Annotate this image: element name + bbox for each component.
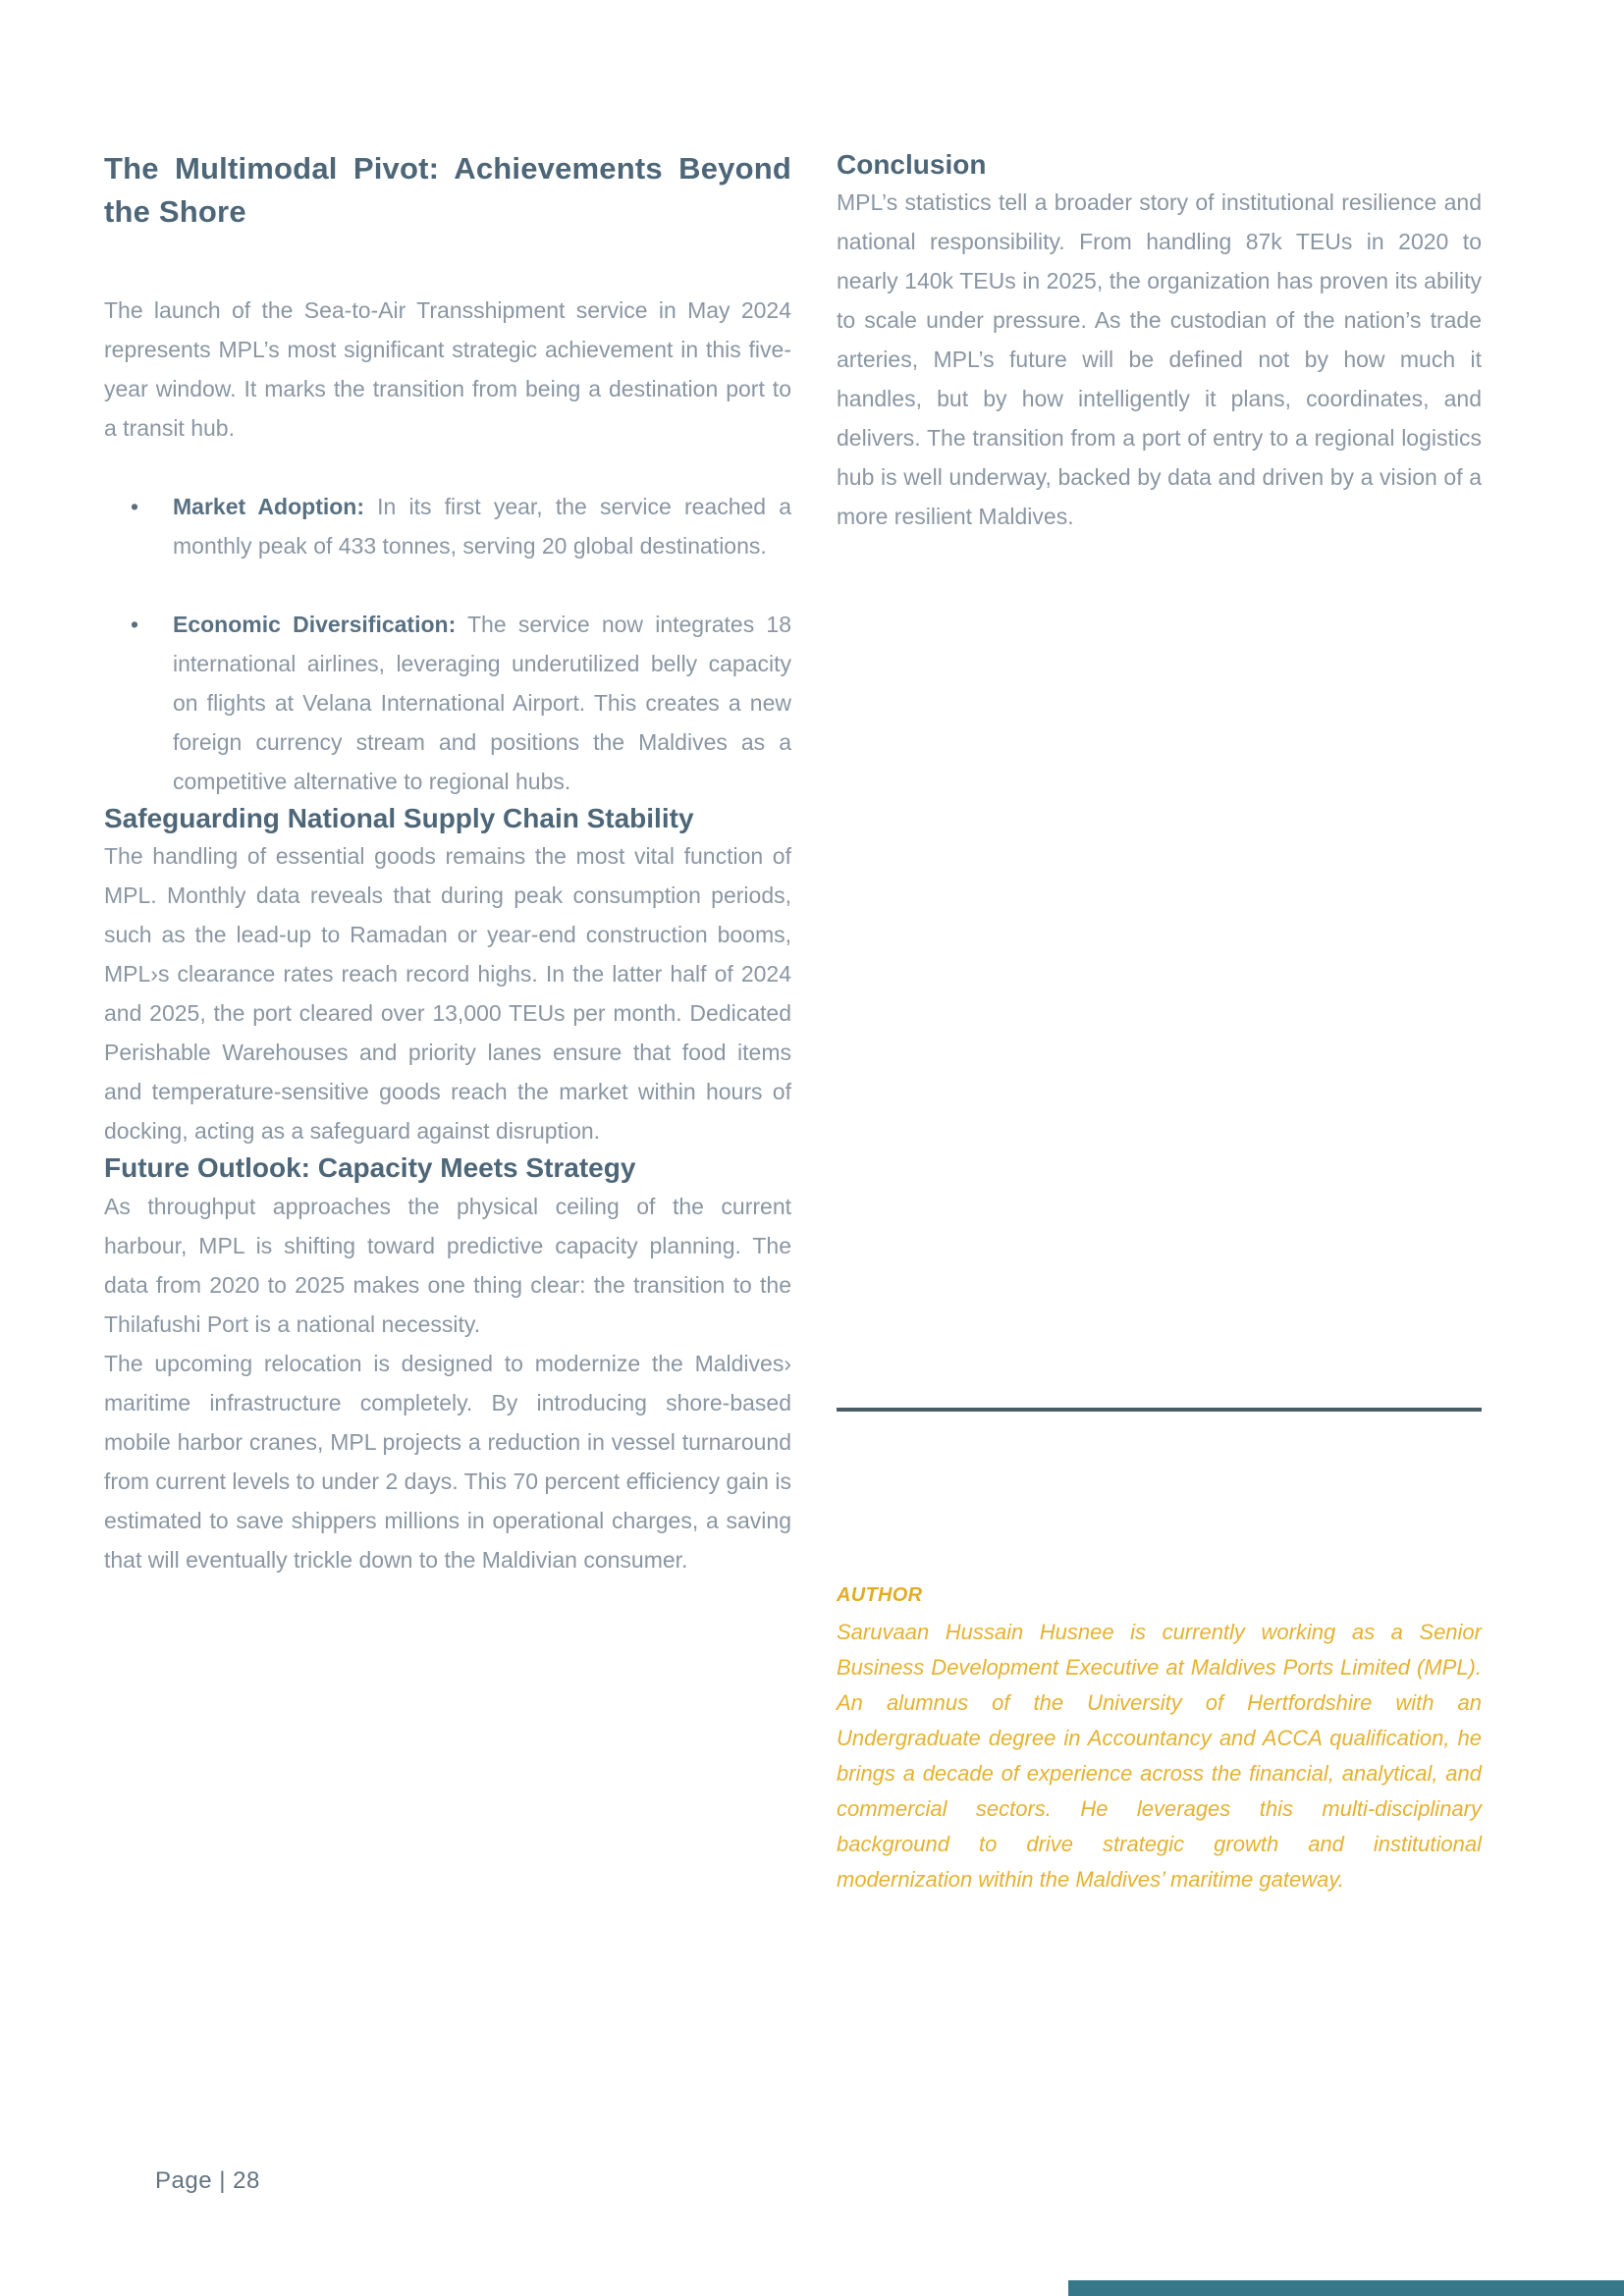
section-title-conclusion: Conclusion [837,149,987,180]
conclusion-paragraph: MPL’s statistics tell a broader story of institutional resilience and national responsibility. From handling 87k TEUs in 2020 to nearly 140k TEUs in 2025, the organization has proven its ability to scale under pressure. As the custodian of the nation’s trade arteries, MPL’s future will be defined not by how much it handles, but by how intelligently it plans, coordinates, and delivers. The transition from a port of entry to a regional logistics hub is well underway, backed by data and driven by a vision of a more resilient Maldives. [837,189,1482,530]
right-column [837,147,1482,1897]
author-block [837,1584,1482,1897]
bullet-economic-diversification [104,605,791,801]
author-divider-rule [837,1408,1482,1412]
bullet-lead-economic-diversification: Economic Diversification: [173,612,457,638]
future-outlook-paragraph-2: The upcoming relocation is designed to modernize the Maldives› maritime infrastructure completely. By introducing shore-based mobile harbor cranes, MPL projects a reduction in vessel turnaround from current levels to under 2 days. This 70 percent efficiency gain is estimated to save shippers millions in operational charges, a saving that will eventually trickle down to the Maldivian consumer. [104,1350,791,1573]
multimodal-intro-paragraph: The launch of the Sea-to-Air Transshipment service in May 2024 represents MPL’s most significant strategic achievement in this five-year window. It marks the transition from being a destination port to a transit hub. [104,297,791,442]
section-title-multimodal-pivot: The Multimodal Pivot: Achievements Beyond the Shore [104,151,791,230]
safeguarding-paragraph: The handling of essential goods remains the most vital function of MPL. Monthly data reveals that during peak consumption periods, such as the lead-up to Ramadan or year-end construction booms, MPL›s clearance rates reach record highs. In the latter half of 2024 and 2025, the port cleared over 13,000 TEUs per month. Dedicated Perishable Warehouses and priority lanes ensure that food items and temperature-sensitive goods reach the market within hours of docking, acting as a safeguard against disruption. [104,843,791,1145]
author-bio-text: Saruvaan Hussain Husnee is currently working as a Senior Business Development Executive at Maldives Ports Limited (MPL). An alumnus of the University of Hertfordshire with an Undergraduate degree in Accountancy and ACCA qualification, he brings a decade of experience across the financial, analytical, and commercial sectors. He leverages this multi-disciplinary background to drive strategic growth and institutional modernization within the Maldives’ maritime gateway. [837,1620,1482,1893]
bullet-lead-market-adoption: Market Adoption: [173,494,365,520]
section-title-future-outlook: Future Outlook: Capacity Meets Strategy [104,1152,636,1184]
page-number-label: Page | 28 [155,2167,260,2194]
future-outlook-paragraph-1: As throughput approaches the physical ceiling of the current harbour, MPL is shifting toward predictive capacity planning. The data from 2020 to 2025 makes one thing clear: the transition to the Thilafushi Port is a national necessity. [104,1193,791,1337]
bullet-dot-icon: • [131,494,139,520]
author-label: AUTHOR [837,1584,923,1607]
bullet-market-adoption [104,487,791,565]
bullet-text-economic-diversification: The service now integrates 18 international airlines, leveraging underutilized belly capacity on flights at Velana International Airport. This creates a new foreign currency stream and positions the Maldives as a competitive alternative to regional hubs. [173,612,791,795]
bullet-dot-icon: • [131,612,139,638]
bullet-text-market-adoption: In its first year, the service reached a monthly peak of 433 tonnes, serving 20 global destinations. [173,494,792,560]
achievements-bullet-list [104,487,791,801]
section-title-safeguarding-supply-chain: Safeguarding National Supply Chain Stability [104,803,694,834]
footer-accent-bar [1068,2280,1624,2296]
left-column [104,147,791,1897]
